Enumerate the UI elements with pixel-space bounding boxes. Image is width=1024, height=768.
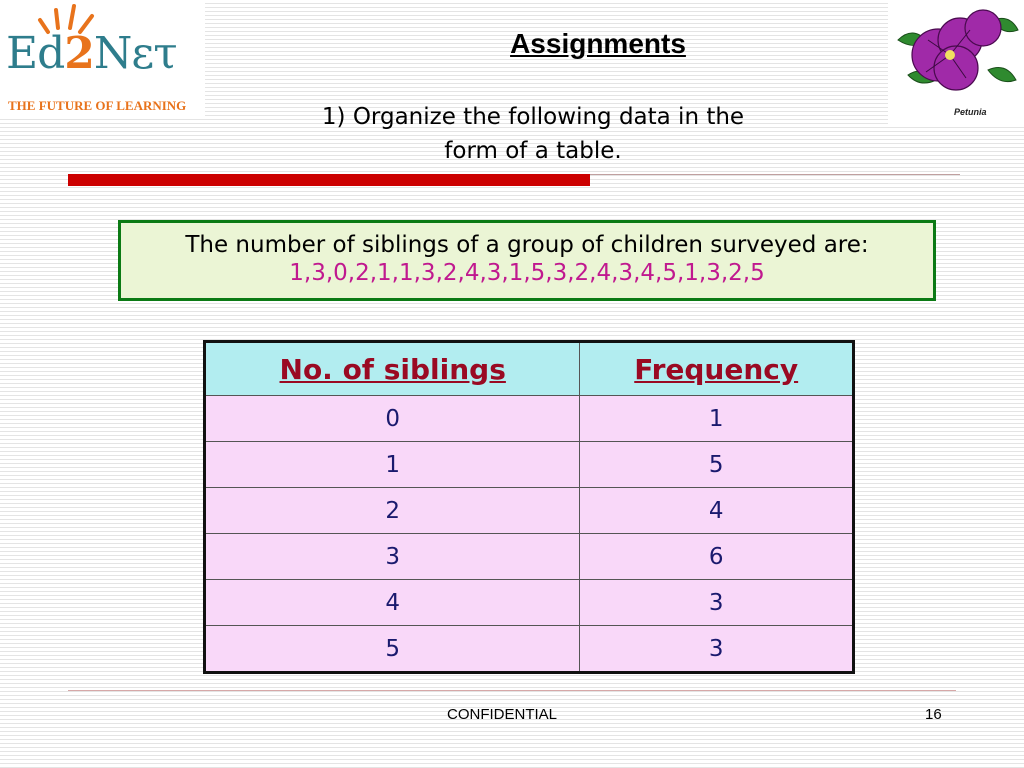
footer-divider	[68, 690, 956, 691]
cell-frequency: 1	[580, 396, 854, 442]
table-row	[205, 580, 854, 626]
prompt-text: The number of siblings of a group of children surveyed are:	[185, 232, 869, 258]
divider-line	[590, 174, 960, 175]
cell-siblings: 0	[205, 396, 580, 442]
petunia-image	[888, 0, 1024, 126]
footer-confidential: CONFIDENTIAL	[447, 706, 558, 723]
header-frequency: Frequency	[580, 342, 854, 396]
cell-siblings: 1	[205, 442, 580, 488]
table-row	[205, 626, 854, 673]
cell-siblings: 3	[205, 534, 580, 580]
cell-siblings: 4	[205, 580, 580, 626]
cell-frequency: 3	[580, 626, 854, 673]
table-header-row	[205, 342, 854, 396]
frequency-table	[203, 340, 855, 674]
table-row	[205, 488, 854, 534]
prompt-data: 1,3,0,2,1,1,3,2,4,3,1,5,3,2,4,3,4,5,1,3,2,5	[289, 260, 765, 286]
table-row	[205, 534, 854, 580]
cell-siblings: 5	[205, 626, 580, 673]
header-siblings: No. of siblings	[205, 342, 580, 396]
page-number: 16	[925, 706, 942, 723]
slide-title: Assignments	[510, 28, 686, 59]
prompt-box	[118, 220, 936, 301]
table-row	[205, 396, 854, 442]
logo-brand: Ed2Nετ	[6, 28, 177, 79]
cell-frequency: 6	[580, 534, 854, 580]
logo-tagline: THE FUTURE OF LEARNING	[8, 98, 187, 113]
cell-frequency: 4	[580, 488, 854, 534]
question-line-1: 1) Organize the following data in the	[321, 104, 745, 130]
cell-siblings: 2	[205, 488, 580, 534]
table-row	[205, 442, 854, 488]
cell-frequency: 3	[580, 580, 854, 626]
red-divider-bar	[68, 174, 590, 186]
flower-caption: Petunia	[954, 107, 987, 117]
question-line-2: form of a table.	[444, 138, 622, 164]
cell-frequency: 5	[580, 442, 854, 488]
question-text	[260, 100, 806, 168]
